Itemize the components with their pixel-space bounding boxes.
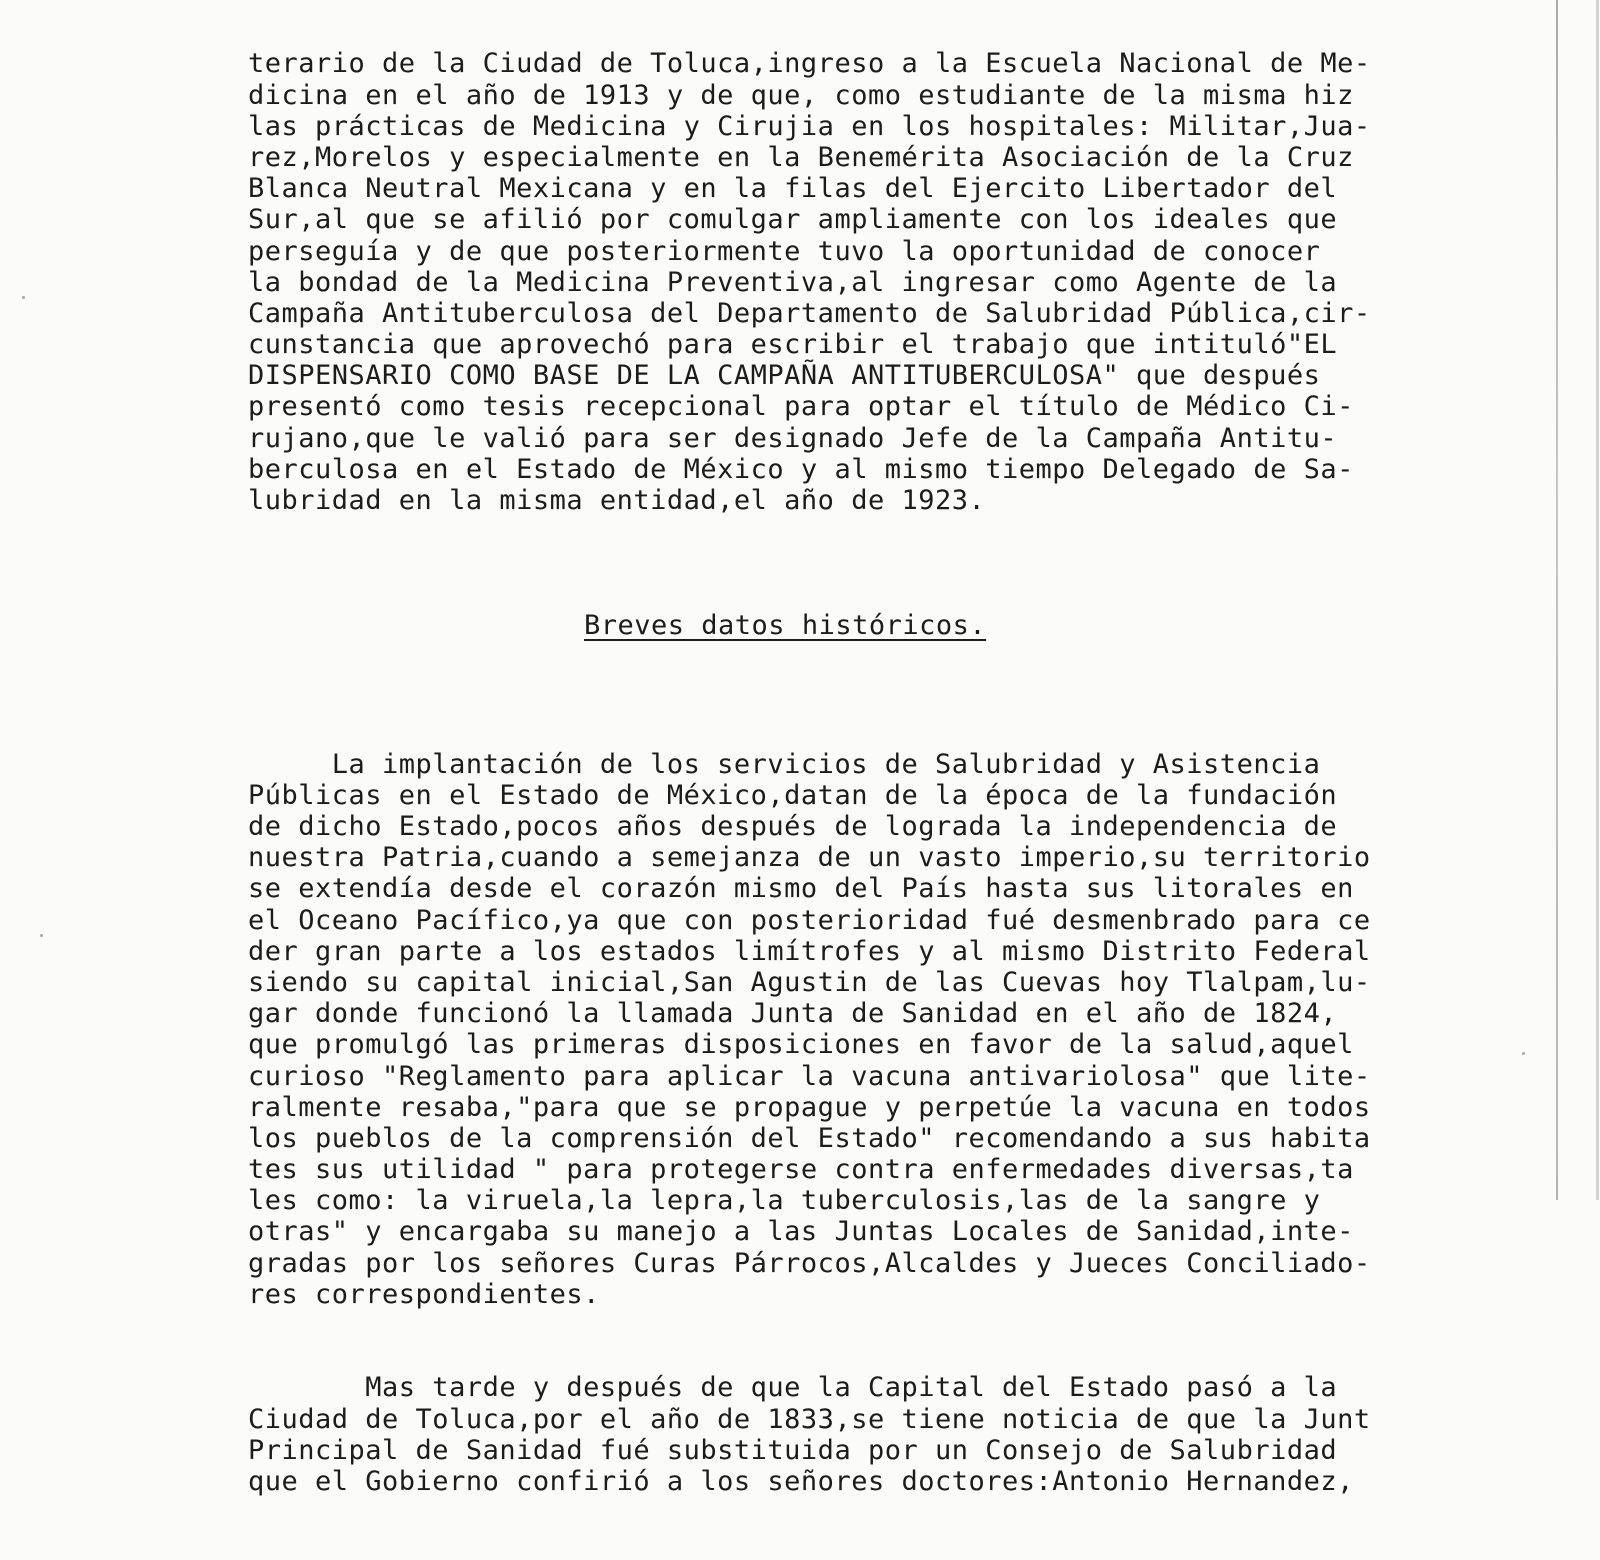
text-line: que promulgó las primeras disposiciones en favor de la salud,aquel xyxy=(248,1029,1354,1061)
page-edge-rule xyxy=(1556,0,1558,1200)
text-line: presentó como tesis recepcional para optar el título de Médico Ci- xyxy=(248,391,1354,423)
paragraph-junta-sanidad xyxy=(248,749,1548,1310)
text-line: tes sus utilidad " para protegerse contra enfermedades diversas,ta xyxy=(248,1154,1354,1186)
text-line: der gran parte a los estados limítrofes y al mismo Distrito Federal xyxy=(248,935,1371,967)
text-line: curioso "Reglamento para aplicar la vacuna antivariolosa" que lite- xyxy=(248,1060,1371,1092)
text-line: res correspondientes. xyxy=(248,1278,600,1310)
text-line: dicina en el año de 1913 y de que, como estudiante de la misma hiz xyxy=(248,79,1354,111)
section-heading: Breves datos históricos. xyxy=(584,609,987,641)
text-line: que el Gobierno confirió a los señores doctores:Antonio Hernandez, xyxy=(248,1465,1354,1497)
text-line: berculosa en el Estado de México y al mismo tiempo Delegado de Sa- xyxy=(248,453,1354,485)
text-line: Principal de Sanidad fué substituida por un Consejo de Salubridad xyxy=(248,1434,1338,1466)
paragraph-consejo-salubridad xyxy=(248,1372,1548,1497)
text-line: Mas tarde y después de que la Capital del Estado pasó a la xyxy=(248,1372,1338,1404)
section-heading-line xyxy=(248,610,1548,641)
text-line: lubridad en la misma entidad,el año de 1923. xyxy=(248,485,986,517)
text-line: ralmente resaba,"para que se propague y perpetúe la vacuna en todos xyxy=(248,1091,1371,1123)
text-line: gradas por los señores Curas Párrocos,Alcaldes y Jueces Conciliado- xyxy=(248,1247,1371,1279)
text-line: rujano,que le valió para ser designado Jefe de la Campaña Antitu- xyxy=(248,422,1338,454)
text-line: siendo su capital inicial,San Agustin de las Cuevas hoy Tlalpam,lu- xyxy=(248,966,1371,998)
text-line: Blanca Neutral Mexicana y en la filas del Ejercito Libertador del xyxy=(248,173,1338,205)
text-line: Públicas en el Estado de México,datan de la época de la fundación xyxy=(248,779,1338,811)
text-line: perseguía y de que posteriormente tuvo la oportunidad de conocer xyxy=(248,235,1321,267)
text-line: de dicho Estado,pocos años después de lograda la independencia de xyxy=(248,811,1338,842)
text-line: terario de la Ciudad de Toluca,ingreso a la Escuela Nacional de Me- xyxy=(248,48,1371,80)
typewritten-text xyxy=(248,0,1548,1560)
text-line: La implantación de los servicios de Salubridad y Asistencia xyxy=(248,748,1321,780)
scan-edge-shadow xyxy=(1596,0,1599,1200)
text-line: Campaña Antituberculosa del Departamento de Salubridad Pública,cir- xyxy=(248,297,1371,329)
scan-speck xyxy=(1522,1052,1525,1055)
text-line: las prácticas de Medicina y Cirujia en los hospitales: Militar,Jua- xyxy=(248,110,1371,142)
text-line: DISPENSARIO COMO BASE DE LA CAMPAÑA ANTITUBERCULOSA" que después xyxy=(248,360,1321,392)
text-line: cunstancia que aprovechó para escribir el trabajo que intituló"EL xyxy=(248,329,1338,361)
text-line: Ciudad de Toluca,por el año de 1833,se tiene noticia de que la Junt xyxy=(248,1403,1371,1435)
text-line: se extendía desde el corazón mismo del País hasta sus litorales en xyxy=(248,873,1354,905)
intro-paragraph xyxy=(248,48,1548,516)
text-line: les como: la viruela,la lepra,la tuberculosis,las de la sangre y xyxy=(248,1185,1321,1217)
text-line: otras" y encargaba su manejo a las Juntas Locales de Sanidad,inte- xyxy=(248,1216,1354,1248)
scan-speck xyxy=(22,296,25,299)
scan-speck xyxy=(40,934,43,937)
text-line: nuestra Patria,cuando a semejanza de un vasto imperio,su territorio xyxy=(248,842,1371,874)
text-line: gar donde funcionó la llamada Junta de Sanidad en el año de 1824, xyxy=(248,998,1338,1030)
text-line: los pueblos de la comprensión del Estado" recomendando a sus habita xyxy=(248,1122,1371,1154)
text-line: Sur,al que se afilió por comulgar ampliamente con los ideales que xyxy=(248,204,1338,236)
text-line: la bondad de la Medicina Preventiva,al ingresar como Agente de la xyxy=(248,266,1338,298)
text-line: rez,Morelos y especialmente en la Benemérita Asociación de la Cruz xyxy=(248,141,1354,173)
text-line: el Oceano Pacífico,ya que con posterioridad fué desmenbrado para ce xyxy=(248,904,1371,936)
